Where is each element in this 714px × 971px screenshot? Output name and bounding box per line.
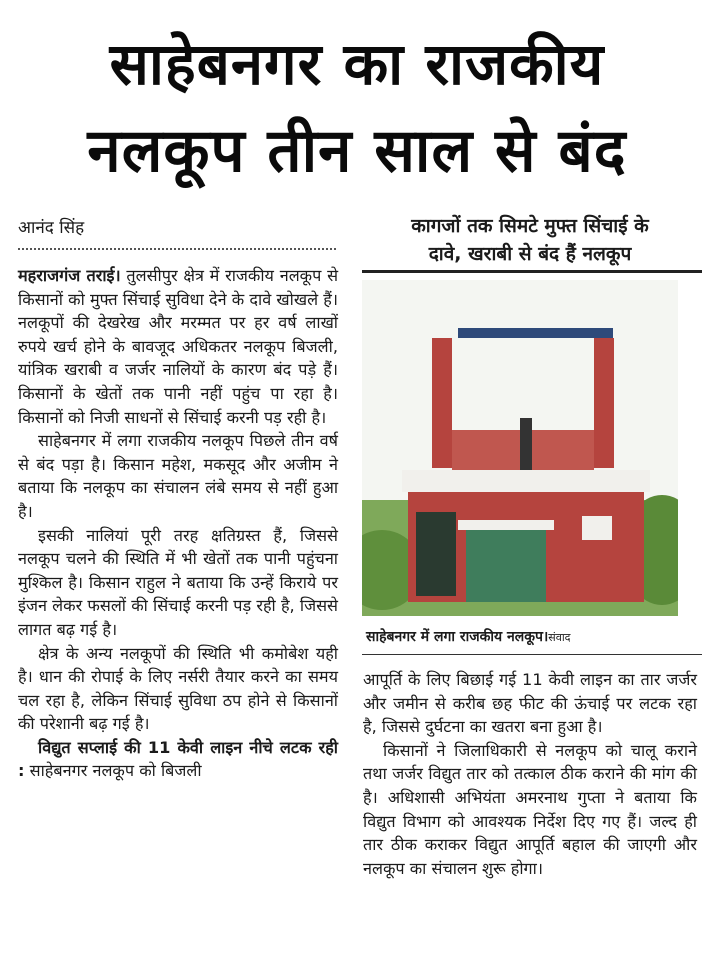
article-column-left: [18, 264, 338, 783]
byline-divider: [18, 248, 336, 250]
paragraph-5-start: साहेबनगर नलकूप को बिजली: [29, 761, 202, 781]
photo-credit: संवाद: [548, 631, 571, 644]
headline-line-2: नलकूप तीन साल से बंद: [87, 116, 627, 186]
deck: [358, 212, 702, 268]
article-paragraph-5-continued: आपूर्ति के लिए बिछाई गई 11 केवी लाइन का तार जर्जर और जमीन से करीब छह फीट की ऊंचाई पर लटक रहा है, जिससे दुर्घटना का खतरा बना हुआ है।: [363, 670, 697, 737]
tubewell-photo: [362, 280, 678, 616]
article-paragraph-2: साहेबनगर में लगा राजकीय नलकूप पिछले तीन वर्ष से बंद पड़ा है। किसान महेश, मकसूद और अजीम ने बताया कि नलकूप का संचालन लंबे समय से नहीं हुआ है।: [18, 431, 338, 521]
subheading: विद्युत सप्लाई की 11 केवी लाइन नीचे लटक रही :: [18, 737, 338, 781]
tubewell-illustration: [362, 280, 678, 616]
article-column-right: [363, 668, 697, 880]
article-paragraph-5: [18, 736, 338, 783]
article-paragraph-1: [18, 264, 338, 429]
article-paragraph-3: इसकी नालियां पूरी तरह क्षतिग्रस्त हैं, जिससे नलकूप चलने की स्थिति में भी खेतों तक पानी पहुंचना मुश्किल है। किसान राहुल ने बताया कि उन्हें किराये पर इंजन लेकर फसलों की सिंचाई करनी पड़ रही है, जिससे लागत बढ़ गई है।: [18, 525, 338, 639]
paragraph-1-text: तुलसीपुर क्षेत्र में राजकीय नलकूप से किसानों को मुफ्त सिंचाई सुविधा देने के दावे खोखले हैं। नलकूपों की देखरेख और मरम्मत पर हर वर्ष लाखों रुपये खर्च होने के बावजूद अधिकतर नलकूप बिजली, यांत्रिक खराबी व जर्जर नालियों के कारण बंद पड़े हैं। किसानों के खेतों तक पानी नहीं पहुंच पा रहा है। किसानों को निजी साधनों से सिंचाई करनी पड़ रही है।: [18, 266, 339, 427]
byline: आनंद सिंह: [18, 218, 85, 238]
caption-text: साहेबनगर में लगा राजकीय नलकूप।: [366, 629, 549, 645]
article-paragraph-6: किसानों ने जिलाधिकारी से नलकूप को चालू कराने तथा जर्जर विद्युत तार को तत्काल ठीक कराने की मांग की है। अधिशासी अभियंता अमरनाथ गुप्ता ने बताया कि विद्युत विभाग को आवश्यक निर्देश दिए गए हैं। जल्द ही तार ठीक कराकर विद्युत आपूर्ति बहाल की जाएगी और नलकूप का संचालन शुरू होगा।: [363, 740, 697, 878]
headline-line-1: साहेबनगर का राजकीय: [109, 30, 605, 98]
deck-line-2: दावे, खराबी से बंद हैं नलकूप: [428, 243, 632, 265]
dateline: महराजगंज तराई।: [18, 266, 121, 285]
caption-divider: [362, 654, 702, 655]
article-paragraph-4: क्षेत्र के अन्य नलकूपों की स्थिति भी कमोबेश यही है। धान की रोपाई के लिए नर्सरी तैयार करने का समय चल रहा है, लेकिन सिंचाई सुविधा ठप होने से किसानों की परेशानी बढ़ गई है।: [18, 643, 338, 734]
photo-caption: [366, 624, 700, 651]
deck-line-1: कागजों तक सिमटे मुफ्त सिंचाई के: [411, 215, 649, 237]
deck-divider: [362, 270, 702, 273]
